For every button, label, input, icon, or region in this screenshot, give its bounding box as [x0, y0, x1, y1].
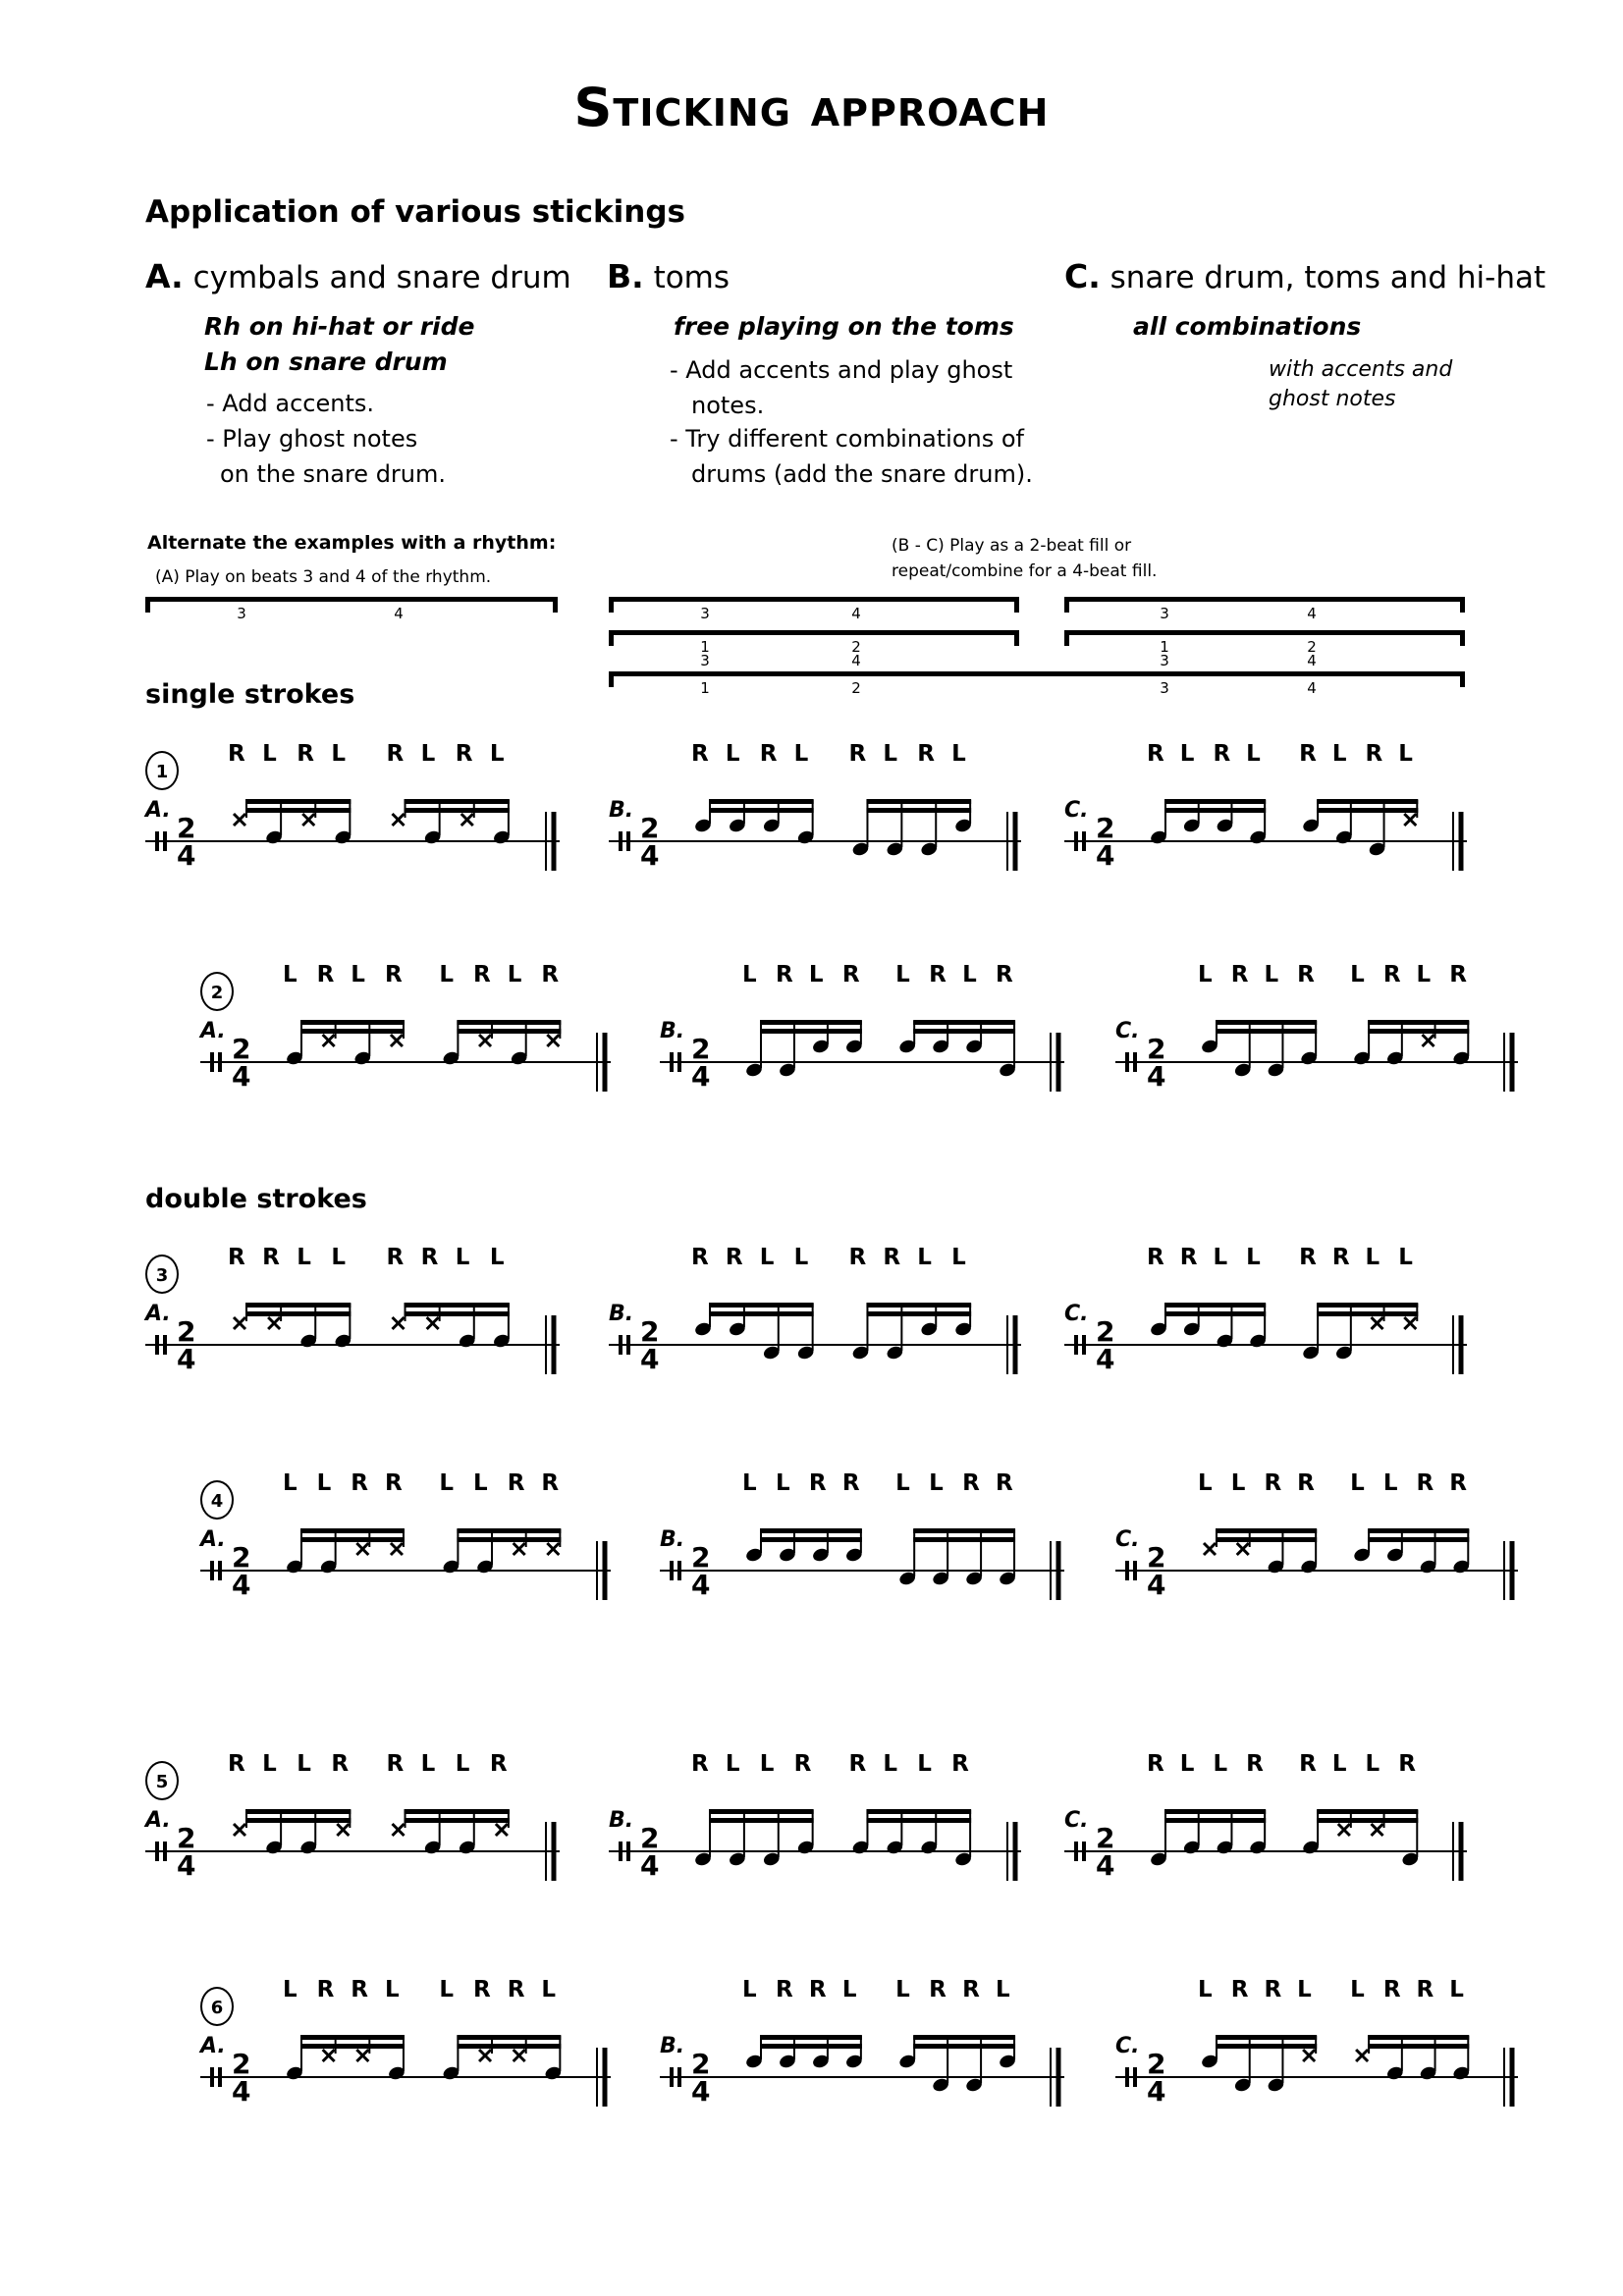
page-title: Sticking approach	[573, 77, 1050, 138]
sticking-letter: L	[895, 1470, 910, 1496]
staff-b	[660, 2023, 1064, 2111]
sticking-letter: R	[1179, 1245, 1198, 1270]
sticking-letter: L	[1264, 962, 1279, 988]
svg-text:2: 2	[1096, 812, 1115, 844]
sticking-letter: R	[1416, 1977, 1434, 2002]
column-b-heading	[607, 257, 730, 295]
sticking-letter: L	[742, 962, 757, 988]
svg-text:2: 2	[177, 1822, 196, 1854]
part-label-c: C.	[1064, 798, 1089, 823]
sticking-letter: R	[691, 1751, 709, 1777]
svg-text:4: 4	[177, 839, 196, 872]
part-label-a: A.	[145, 798, 171, 823]
sticking-letter: R	[507, 1977, 525, 2002]
sticking-letter: R	[316, 1977, 335, 2002]
part-label-b: B.	[609, 1808, 634, 1833]
sticking-letter: L	[541, 1977, 556, 2002]
svg-text:4: 4	[1096, 1343, 1115, 1375]
sticking-letter: L	[297, 1751, 311, 1777]
sticking-letter: R	[384, 1470, 403, 1496]
sticking-letter: R	[351, 1977, 369, 2002]
beat-bracket-c-1	[1064, 597, 1465, 613]
part-label-c: C.	[1115, 1527, 1140, 1552]
sticking-letter: R	[455, 741, 473, 767]
beat-label: 2 4	[1307, 638, 1317, 669]
column-a-italic-2: Lh on snare drum	[204, 347, 448, 376]
sticking-letter: L	[1246, 741, 1261, 767]
staff-c	[1115, 1008, 1518, 1096]
sticking-letter: L	[725, 1751, 740, 1777]
exercise-number: 1	[145, 751, 179, 790]
sticking-letter: R	[1230, 962, 1249, 988]
part-label-c: C.	[1064, 1808, 1089, 1833]
sticking-letter: R	[262, 1245, 280, 1270]
sticking-letter: L	[962, 962, 977, 988]
staff-a	[145, 787, 560, 876]
sticking-letter: L	[1398, 1245, 1413, 1270]
sticking-letter: L	[742, 1470, 757, 1496]
svg-text:4: 4	[1096, 839, 1115, 872]
sticking-letter: R	[1449, 1470, 1467, 1496]
section-double-strokes: double strokes	[145, 1184, 367, 1214]
sticking-letter: L	[775, 1470, 790, 1496]
beat-bracket-b-2	[609, 630, 1019, 646]
sticking-letter: R	[1299, 1245, 1317, 1270]
column-a-heading	[145, 257, 571, 295]
sticking-letter: R	[384, 962, 403, 988]
svg-text:4: 4	[1147, 2075, 1166, 2108]
beat-label: 1 3	[1160, 638, 1169, 669]
svg-text:4: 4	[177, 1343, 196, 1375]
sticking-letter: L	[759, 1751, 775, 1777]
staff-b	[660, 1517, 1064, 1605]
sticking-letter: L	[1350, 1470, 1365, 1496]
svg-text:4: 4	[1096, 1849, 1115, 1882]
sticking-letter: R	[1264, 1977, 1282, 2002]
part-label-a: A.	[145, 1808, 171, 1833]
staff-c	[1115, 1517, 1518, 1605]
sticking-letter: L	[742, 1977, 757, 2002]
staff-a	[200, 2023, 611, 2111]
sticking-letter: R	[808, 1470, 827, 1496]
beat-label: 4	[1307, 679, 1317, 697]
svg-text:4: 4	[691, 2075, 711, 2108]
exercise-number: 3	[145, 1255, 179, 1294]
exercise-number: 4	[200, 1480, 234, 1520]
sticking-letter: R	[1416, 1470, 1434, 1496]
beat-label: 1	[700, 679, 710, 697]
sticking-letter: R	[725, 1245, 743, 1270]
sticking-letter: L	[725, 741, 740, 767]
sticking-letter: R	[962, 1470, 980, 1496]
sticking-letter: L	[1365, 1751, 1380, 1777]
section-single-strokes: single strokes	[145, 679, 355, 710]
svg-text:2: 2	[1096, 1822, 1115, 1854]
staff-b	[609, 1797, 1021, 1886]
exercise-number: 6	[200, 1987, 234, 2026]
beat-label: 4	[851, 605, 861, 622]
sticking-letter: R	[929, 1977, 947, 2002]
column-c-heading	[1064, 257, 1545, 295]
sticking-letter: L	[283, 962, 298, 988]
sticking-letter: L	[331, 741, 346, 767]
staff-a	[145, 1797, 560, 1886]
beat-label: 1 3	[700, 638, 710, 669]
sticking-letter: L	[283, 1977, 298, 2002]
beat-bracket-a	[145, 597, 558, 613]
sticking-letter: R	[386, 1751, 405, 1777]
column-c-italic-1: all combinations	[1133, 312, 1362, 341]
svg-text:4: 4	[640, 1849, 660, 1882]
sticking-letter: L	[351, 962, 365, 988]
sticking-letter: R	[1299, 1751, 1317, 1777]
sticking-letter: L	[439, 962, 455, 988]
sticking-letter: R	[1331, 1245, 1350, 1270]
sticking-letter: R	[1147, 1751, 1164, 1777]
rhythm-heading: Alternate the examples with a rhythm:	[147, 532, 557, 554]
sticking-letter: R	[420, 1245, 439, 1270]
svg-text:2: 2	[232, 1541, 251, 1574]
sticking-letter: R	[793, 1751, 812, 1777]
sticking-letter: R	[929, 962, 947, 988]
svg-text:2: 2	[232, 2048, 251, 2080]
sticking-letter: L	[996, 1977, 1010, 2002]
beat-bracket-b-1	[609, 597, 1019, 613]
sticking-letter: L	[1246, 1245, 1261, 1270]
sticking-letter: R	[775, 962, 793, 988]
sticking-letter: L	[1398, 741, 1413, 767]
sticking-letter: R	[951, 1751, 969, 1777]
sticking-letter: R	[489, 1751, 508, 1777]
sticking-letter: L	[1198, 1470, 1213, 1496]
svg-text:2: 2	[1147, 1541, 1166, 1574]
part-label-c: C.	[1115, 2034, 1140, 2058]
subtitle: Application of various stickings	[145, 194, 685, 230]
part-label-b: B.	[609, 1302, 634, 1326]
sticking-letter: L	[455, 1245, 470, 1270]
sticking-letter: R	[1213, 741, 1231, 767]
sticking-letter: R	[691, 1245, 709, 1270]
column-a-body-2: - Play ghost notes	[206, 425, 418, 453]
exercise-number: 2	[200, 972, 234, 1011]
column-b-title: toms	[653, 260, 730, 295]
sticking-letter: R	[386, 1245, 405, 1270]
sticking-letter: R	[996, 1470, 1013, 1496]
svg-text:4: 4	[691, 1569, 711, 1601]
column-b-body-2: notes.	[691, 392, 765, 419]
sticking-letter: R	[507, 1470, 525, 1496]
svg-text:2: 2	[640, 812, 660, 844]
svg-text:4: 4	[640, 1343, 660, 1375]
sticking-letter: R	[1449, 962, 1467, 988]
sticking-letter: L	[808, 962, 824, 988]
part-label-c: C.	[1115, 1019, 1140, 1043]
sticking-letter: R	[848, 1245, 867, 1270]
sticking-letter: L	[1230, 1470, 1246, 1496]
column-a-body-1: - Add accents.	[206, 390, 374, 417]
svg-text:2: 2	[640, 1315, 660, 1348]
sticking-letter: L	[1297, 1977, 1312, 2002]
sticking-letter: R	[228, 1751, 245, 1777]
column-c-letter: C.	[1064, 257, 1101, 295]
sticking-letter: L	[473, 1470, 488, 1496]
column-b-body-1: - Add accents and play ghost	[670, 356, 1013, 384]
sticking-letter: L	[759, 1245, 775, 1270]
sticking-letter: L	[455, 1751, 470, 1777]
sticking-letter: L	[316, 1470, 332, 1496]
column-c-note-1: with accents and	[1269, 357, 1453, 382]
sticking-letter: R	[841, 962, 860, 988]
part-label-b: B.	[609, 798, 634, 823]
sticking-letter: L	[951, 741, 966, 767]
staff-a	[145, 1291, 560, 1379]
sticking-letter: R	[473, 962, 491, 988]
sticking-letter: L	[1331, 1751, 1347, 1777]
sticking-letter: L	[917, 1751, 932, 1777]
sticking-letter: R	[316, 962, 335, 988]
svg-text:4: 4	[691, 1060, 711, 1093]
column-a-title: cymbals and snare drum	[192, 260, 571, 295]
sticking-letter: L	[793, 741, 809, 767]
sticking-letter: R	[297, 741, 314, 767]
beat-bracket-c-2	[1064, 630, 1465, 646]
svg-text:4: 4	[177, 1849, 196, 1882]
sticking-letter: L	[1449, 1977, 1464, 2002]
staff-b	[609, 1291, 1021, 1379]
svg-text:4: 4	[1147, 1569, 1166, 1601]
sticking-letter: R	[541, 1470, 560, 1496]
sticking-letter: L	[262, 1751, 277, 1777]
svg-text:4: 4	[232, 2075, 251, 2108]
sticking-letter: L	[439, 1977, 455, 2002]
rhythm-note-bc-2: repeat/combine for a 4-beat fill.	[892, 561, 1158, 581]
svg-text:2: 2	[691, 1541, 711, 1574]
sticking-letter: L	[895, 962, 910, 988]
staff-a	[200, 1008, 611, 1096]
part-label-a: A.	[145, 1302, 171, 1326]
sticking-letter: R	[1398, 1751, 1416, 1777]
sticking-letter: L	[331, 1245, 346, 1270]
sticking-letter: L	[841, 1977, 857, 2002]
part-label-c: C.	[1064, 1302, 1089, 1326]
sticking-letter: R	[691, 741, 709, 767]
svg-text:2: 2	[1147, 2048, 1166, 2080]
column-b-italic-1: free playing on the toms	[674, 312, 1014, 341]
beat-label: 3	[1160, 605, 1169, 622]
sticking-letter: R	[1246, 1751, 1264, 1777]
part-label-a: A.	[200, 1019, 226, 1043]
sticking-letter: R	[1365, 741, 1383, 767]
svg-text:4: 4	[640, 839, 660, 872]
sticking-letter: L	[895, 1977, 910, 2002]
column-b-body-3: - Try different combinations of	[670, 425, 1024, 453]
beat-label: 4	[1307, 605, 1317, 622]
exercise-number: 5	[145, 1761, 179, 1800]
part-label-a: A.	[200, 1527, 226, 1552]
sticking-letter: L	[883, 741, 897, 767]
sticking-letter: L	[1179, 741, 1195, 767]
sticking-letter: L	[1198, 1977, 1213, 2002]
sticking-letter: L	[951, 1245, 966, 1270]
sticking-letter: L	[262, 741, 277, 767]
part-label-a: A.	[200, 2034, 226, 2058]
svg-text:4: 4	[232, 1060, 251, 1093]
beat-label: 3	[237, 605, 246, 622]
staff-c	[1064, 1797, 1467, 1886]
svg-text:2: 2	[1096, 1315, 1115, 1348]
sticking-letter: R	[917, 741, 935, 767]
staff-b	[660, 1008, 1064, 1096]
sticking-letter: L	[1331, 741, 1347, 767]
sticking-letter: L	[420, 1751, 436, 1777]
sticking-letter: L	[384, 1977, 400, 2002]
beat-label: 3	[700, 605, 710, 622]
svg-text:2: 2	[691, 2048, 711, 2080]
column-b-body-4: drums (add the snare drum).	[691, 460, 1033, 488]
sticking-letter: L	[883, 1751, 897, 1777]
sticking-letter: L	[1350, 1977, 1365, 2002]
sticking-letter: L	[929, 1470, 944, 1496]
sticking-letter: R	[883, 1245, 901, 1270]
column-a-body-3: on the snare drum.	[220, 460, 447, 488]
sticking-letter: L	[420, 741, 436, 767]
sticking-letter: R	[1147, 741, 1164, 767]
sticking-letter: R	[473, 1977, 491, 2002]
svg-text:2: 2	[640, 1822, 660, 1854]
sticking-letter: R	[962, 1977, 980, 2002]
sticking-letter: R	[1230, 1977, 1249, 2002]
column-c-title: snare drum, toms and hi-hat	[1109, 260, 1546, 295]
beat-label: 4	[394, 605, 404, 622]
sticking-letter: R	[1297, 1470, 1315, 1496]
sticking-letter: R	[351, 1470, 369, 1496]
svg-text:2: 2	[1147, 1033, 1166, 1065]
sticking-letter: R	[228, 1245, 245, 1270]
sticking-letter: R	[841, 1470, 860, 1496]
svg-text:2: 2	[177, 812, 196, 844]
sticking-letter: R	[996, 962, 1013, 988]
svg-text:2: 2	[177, 1315, 196, 1348]
sticking-letter: R	[1297, 962, 1315, 988]
staff-c	[1064, 1291, 1467, 1379]
sticking-letter: L	[1179, 1751, 1195, 1777]
column-a-letter: A.	[145, 257, 184, 295]
sticking-letter: L	[489, 741, 505, 767]
sticking-letter: R	[331, 1751, 350, 1777]
sticking-letter: L	[439, 1470, 455, 1496]
sticking-letter: L	[297, 1245, 311, 1270]
sticking-letter: R	[1382, 962, 1401, 988]
part-label-b: B.	[660, 2034, 685, 2058]
sticking-letter: R	[386, 741, 405, 767]
staff-c	[1115, 2023, 1518, 2111]
sticking-letter: R	[1382, 1977, 1401, 2002]
sticking-letter: R	[808, 1977, 827, 2002]
sticking-letter: R	[848, 741, 867, 767]
sticking-letter: L	[917, 1245, 932, 1270]
sticking-letter: R	[775, 1977, 793, 2002]
staff-a	[200, 1517, 611, 1605]
rhythm-note-bc-1: (B - C) Play as a 2-beat fill or	[892, 536, 1132, 556]
sticking-letter: L	[283, 1470, 298, 1496]
sticking-letter: R	[541, 962, 560, 988]
sticking-letter: L	[1198, 962, 1213, 988]
column-c-note-2: ghost notes	[1269, 387, 1396, 411]
sticking-letter: R	[1264, 1470, 1282, 1496]
svg-text:4: 4	[232, 1569, 251, 1601]
sticking-letter: L	[1416, 962, 1432, 988]
staff-b	[609, 787, 1021, 876]
part-label-b: B.	[660, 1019, 685, 1043]
beat-label: 3	[1160, 679, 1169, 697]
sticking-letter: L	[1213, 1751, 1228, 1777]
sticking-letter: L	[1365, 1245, 1380, 1270]
sticking-letter: L	[793, 1245, 809, 1270]
rhythm-note-a: (A) Play on beats 3 and 4 of the rhythm.	[155, 567, 492, 587]
staff-c	[1064, 787, 1467, 876]
beat-label: 2 4	[851, 638, 861, 669]
beat-label: 2	[851, 679, 861, 697]
sticking-letter: L	[1350, 962, 1365, 988]
svg-text:4: 4	[1147, 1060, 1166, 1093]
sticking-letter: L	[507, 962, 522, 988]
column-a-italic-1: Rh on hi-hat or ride	[204, 312, 475, 341]
sticking-letter: L	[1213, 1245, 1228, 1270]
column-b-letter: B.	[607, 257, 644, 295]
svg-text:2: 2	[691, 1033, 711, 1065]
sticking-letter: R	[228, 741, 245, 767]
sticking-letter: R	[1299, 741, 1317, 767]
part-label-b: B.	[660, 1527, 685, 1552]
sticking-letter: L	[1382, 1470, 1398, 1496]
sticking-letter: R	[1147, 1245, 1164, 1270]
beat-bracket-full	[609, 671, 1465, 687]
sticking-letter: R	[848, 1751, 867, 1777]
sticking-letter: R	[759, 741, 778, 767]
sticking-letter: L	[489, 1245, 505, 1270]
svg-text:2: 2	[232, 1033, 251, 1065]
